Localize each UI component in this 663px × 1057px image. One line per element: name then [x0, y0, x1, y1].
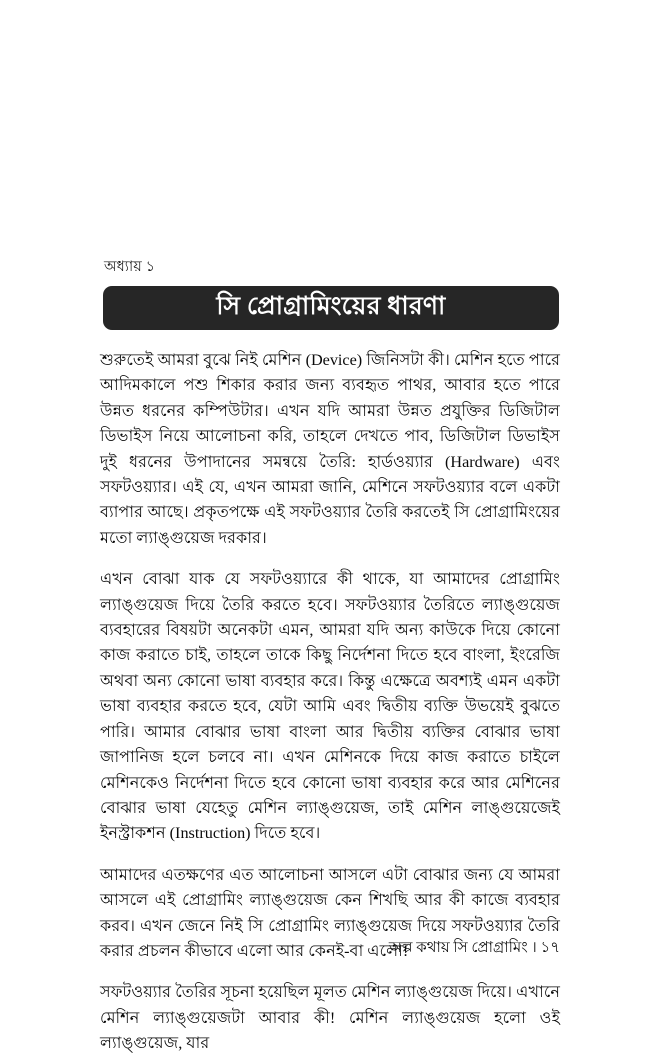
- page-content: [100, 258, 560, 1057]
- chapter-title: সি প্রোগ্রামিংয়ের ধারণা: [216, 292, 446, 320]
- paragraph: এখন বোঝা যাক যে সফটওয়্যারে কী থাকে, যা আমাদের প্রোগ্রামিং ল্যাঙ্গুয়েজ দিয়ে তৈরি করতে হবে। সফটওয়্যার তৈরিতে ল্যাঙ্গুয়েজ ব্যবহারের বিষয়টা অনেকটা এমন, আমরা যদি অন্য কাউকে দিয়ে কোনো কাজ করাতে চাই, তাহলে তাকে কিছু নির্দেশনা দিতে হবে বাংলা, ইংরেজি অথবা অন্য কোনো ভাষা ব্যবহার করে। কিন্তু এক্ষেত্রে অবশ্যই এমন একটা ভাষা ব্যবহার করতে হবে, যেটা আমি এবং দ্বিতীয় ব্যক্তি উভয়েই বুঝতে পারি। আমার বোঝার ভাষা বাংলা আর দ্বিতীয় ব্যক্তির বোঝার ভাষা জাপানিজ হলে চলবে না। এখন মেশিনকে দিয়ে কাজ করাতে চাইলে মেশিনকেও নির্দেশনা দিতে হবে কোনো ভাষা ব্যবহার করে আর মেশিনের বোঝার ভাষা যেহেতু মেশিন ল্যাঙ্গুয়েজ, তাই মেশিন লাঙ্গুয়েজেই ইনস্ট্রাকশন (Instruction) দিতে হবে।: [100, 570, 560, 843]
- paragraph: আমাদের এতক্ষণের এত আলোচনা আসলে এটা বোঝার জন্য যে আমরা আসলে এই প্রোগ্রামিং ল্যাঙ্গুয়েজ কেন শিখছি আর কী কাজে ব্যবহার করব। এখন জেনে নিই সি প্রোগ্রামিং ল্যাঙ্গুয়েজ দিয়ে সফটওয়্যার তৈরি করার প্রচলন কীভাবে এলো আর কেনই-বা এলো!: [100, 865, 560, 960]
- page-footer: অল্প কথায় সি প্রোগ্রামিং । ১৭: [388, 940, 560, 956]
- chapter-label: অধ্যায় ১: [104, 259, 156, 275]
- chapter-title-banner: [103, 286, 559, 330]
- paragraph: শুরুতেই আমরা বুঝে নিই মেশিন (Device) জিনিসটা কী। মেশিন হতে পারে আদিমকালে পশু শিকার করার জন্য ব্যবহৃত পাথর, আবার হতে পারে উন্নত ধরনের কম্পিউটার। এখন যদি আমরা উন্নত প্রযুক্তির ডিজিটাল ডিভাইস নিয়ে আলোচনা করি, তাহলে দেখতে পাব, ডিজিটাল ডিভাইস দুই ধরনের উপাদানের সমন্বয়ে তৈরি: হার্ডওয়্যার (Hardware) এবং সফটওয়্যার। এই যে, এখন আমরা জানি, মেশিনে সফটওয়্যার বলে একটা ব্যাপার আছে। প্রকৃতপক্ষে এই সফটওয়্যার তৈরি করতেই সি প্রোগ্রামিংয়ের মতো ল্যাঙ্গুয়েজ দরকার।: [100, 351, 560, 547]
- paragraph: সফটওয়্যার তৈরির সূচনা হয়েছিল মূলত মেশিন ল্যাঙ্গুয়েজ দিয়ে। এখানে মেশিন ল্যাঙ্গুয়েজটা আবার কী! মেশিন ল্যাঙ্গুয়েজ হলো ওই ল্যাঙ্গুয়েজ, যার: [100, 983, 560, 1053]
